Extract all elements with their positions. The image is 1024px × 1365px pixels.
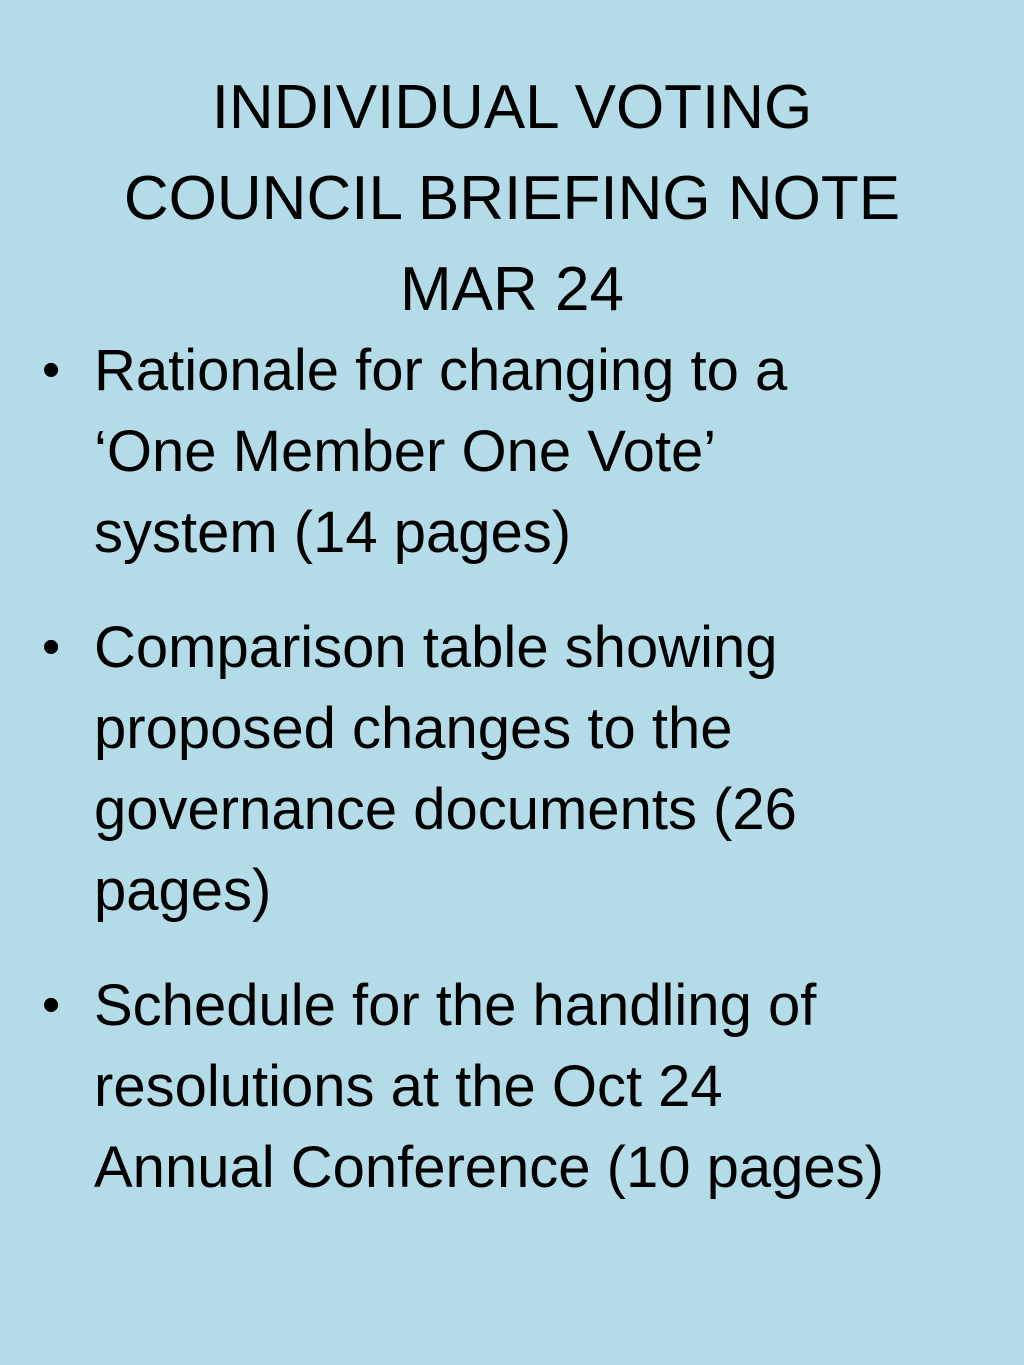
bullet-dot-icon: •	[42, 618, 61, 676]
bullet-dot-icon: •	[42, 976, 61, 1034]
title-line-3: MAR 24	[400, 255, 624, 324]
bullet-text-line: resolutions at the Oct 24	[94, 1054, 723, 1119]
title-line-1: INDIVIDUAL VOTING	[211, 73, 813, 142]
bullet-text-line: Rationale for changing to a	[94, 338, 788, 403]
bullet-text-line: Schedule for the handling of	[94, 973, 817, 1038]
bullet-list	[40, 330, 1000, 1208]
bullet-text-line: Annual Conference (10 pages)	[94, 1135, 884, 1200]
bullet-text-line: system (14 pages)	[94, 500, 572, 565]
bullet-item-rationale	[40, 330, 1000, 573]
bullet-text-line: ‘One Member One Vote’	[94, 419, 717, 484]
bullet-item-comparison-table	[40, 607, 1000, 931]
slide-title	[40, 62, 984, 335]
title-line-2: COUNCIL BRIEFING NOTE	[123, 164, 901, 233]
bullet-text-line: governance documents (26	[94, 777, 797, 842]
bullet-text-line: pages)	[94, 858, 272, 923]
bullet-dot-icon: •	[42, 341, 61, 399]
bullet-item-schedule	[40, 965, 1000, 1208]
bullet-text-line: Comparison table showing	[94, 615, 778, 680]
bullet-text-line: proposed changes to the	[94, 696, 733, 761]
